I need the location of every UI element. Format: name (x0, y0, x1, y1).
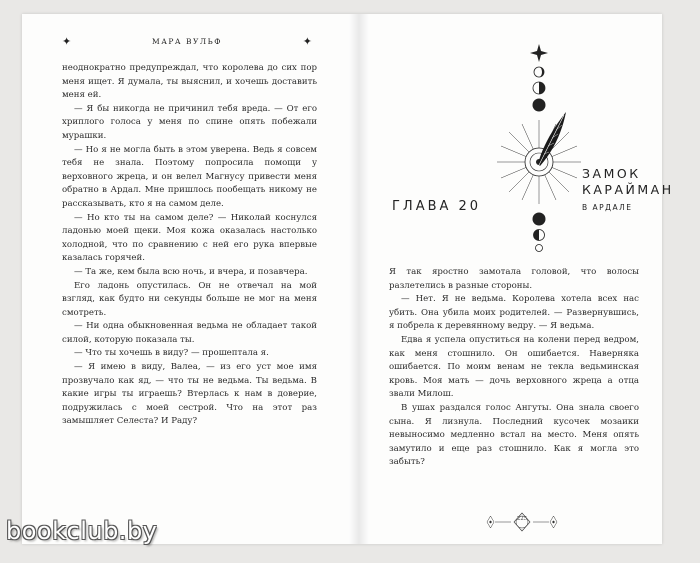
moon-phase-feather-emblem (494, 42, 584, 252)
paragraph: — Но я не могла быть в этом уверена. Ведь я совсем тебя не знала. Поэтому попросила помощи у верховного жреца, и он велел Магнусу привести меня обратно в Ардал. Мне пришлось пообещать никому не рассказывать, кто я на самом деле. (62, 144, 317, 209)
chapter-title-line: ЗАМОК (582, 166, 641, 181)
running-head-title: МАРА ВУЛЬФ (152, 37, 222, 46)
chapter-title (582, 166, 672, 216)
four-point-star-icon: ✦ (302, 35, 312, 48)
page-number: 225 (516, 516, 528, 522)
four-point-star-icon: ✦ (62, 35, 72, 48)
paragraph: Я так яростно замотала головой, что волосы разлетелись в разные стороны. (389, 267, 639, 291)
chapter-label: ГЛАВА 20 (392, 199, 482, 214)
paragraph: — Но кто ты на самом деле? — Николай коснулся ладонью моей щеки. Моя кожа оказалась настолько холодной, что по сравнению с ней его рука впервые казалась горячей. (62, 212, 317, 264)
paragraph: — Что ты хочешь в виду? — прошептала я. (74, 348, 269, 359)
watermark-text: bookclub.by (6, 517, 158, 545)
left-page (22, 14, 352, 544)
chapter-title-line: КАРАЙМАН (582, 182, 674, 197)
book-spread (22, 14, 674, 544)
paragraph: Его ладонь опустилась. Он не отвечал на мой взгляд, как будто ни секунды больше не мог на меня смотреть. (62, 280, 317, 318)
running-head (62, 37, 312, 51)
paragraph: Едва я успела опуститься на колени перед ведром, как меня стошнило. Он ошибается. Наверняка ошибается. По моим венам не текла ведьминская кровь. Моя мать — дочь верховного жреца а отца звали Милош. (389, 334, 639, 400)
paragraph: — Я бы никогда не причинил тебя вреда. — От его хриплого голоса у меня по спине опять побежали мурашки. (62, 103, 317, 141)
paragraph: — Я имею в виду, Валеа, — из его уст мое имя прозвучало как яд, — что ты не ведьма. Ты ведьма. В какие игры ты играешь? Втерлась к нам в доверие, подружилась с моей сестрой. Что на этот раз замышляет Селеста? И Раду? (62, 362, 317, 427)
paragraph: — Та же, кем была всю ночь, и вчера, и позавчера. (74, 266, 308, 277)
paragraph: — Нет. Я не ведьма. Королева хотела всех нас убить. Она убила моих родителей. — Развернувшись, я побрела к деревянному ведру. — Я ведьма. (389, 294, 639, 332)
left-page-text (62, 62, 317, 429)
paragraph: неоднократно предупреждал, что королева до сих пор меня ищет. Я думала, ты выяснил, и хочешь доставить меня ей. (62, 63, 317, 101)
chapter-subtitle: В АРДАЛЕ (582, 203, 633, 212)
right-page-text (389, 266, 639, 470)
paragraph: — Ни одна обыкновенная ведьма не обладает такой силой, которую показала ты. (62, 321, 317, 345)
paragraph: В ушах раздался голос Ангуты. Она знала своего сына. Я лизнула. Последний кусочек мозаики невыносимо медленно встал на место. Меня опять замутило и еще раз стошнило. Как я могла это забыть? (389, 402, 639, 468)
star-ornament-icon (477, 512, 567, 532)
right-page (362, 14, 674, 544)
